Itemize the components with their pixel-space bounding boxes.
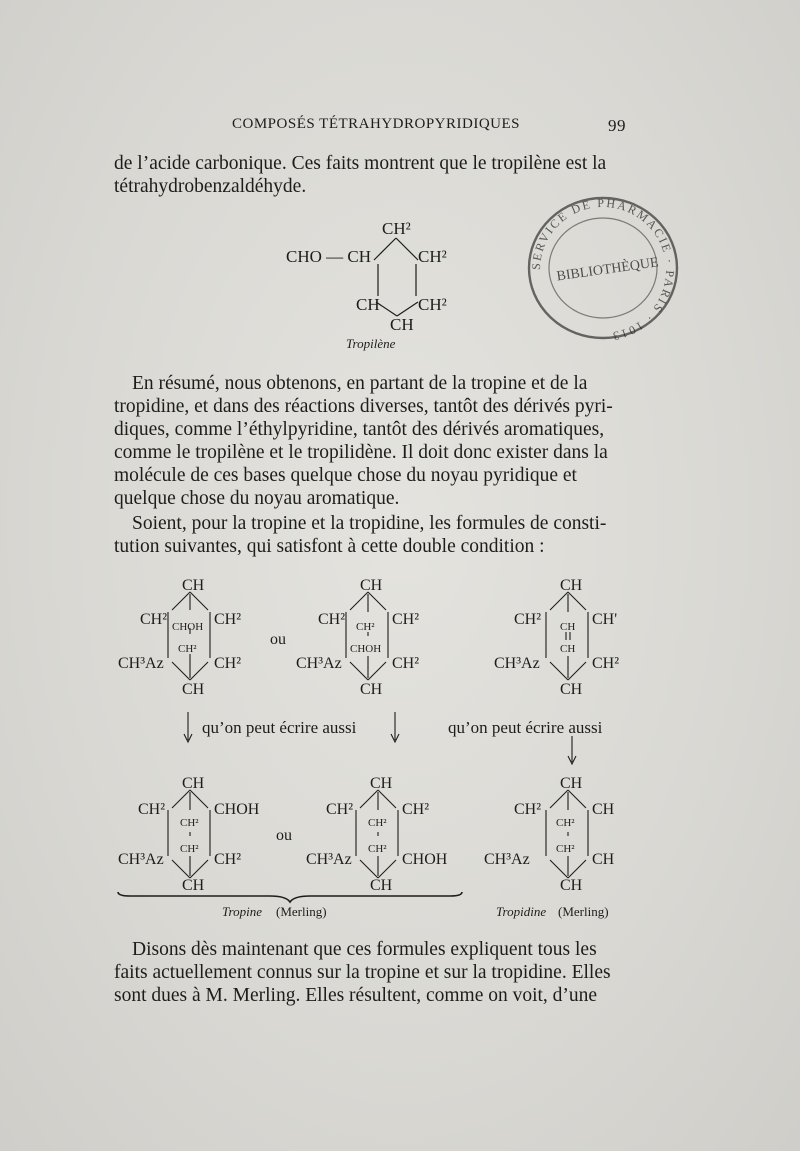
formula-right-top: CH² [418,247,447,266]
text-line: sont dues à M. Merling. Elles résultent, comme on voit, d’une [114,985,598,1006]
tropilene-caption: Tropilène [346,336,396,351]
svg-text:CH³Az: CH³Az [484,851,530,868]
svg-text:CH²: CH² [556,817,575,829]
text-line: molécule de ces bases quelque chose du noyau pyridique et [114,465,577,486]
svg-text:CH²: CH² [318,611,346,628]
svg-text:qu’on peut écrire aussi: qu’on peut écrire aussi [448,718,603,737]
library-stamp [518,188,688,350]
paragraph-conclusion [114,938,626,1007]
svg-text:CH³Az: CH³Az [296,655,342,672]
formula-left-bottom: CH [356,295,380,314]
text-line: quelque chose du noyau aromatique. [114,488,400,509]
svg-text:CHOH: CHOH [350,643,382,655]
structural-formulas [110,570,640,920]
text-line: En résumé, nous obtenons, en partant de la tropine et de la [132,373,588,394]
svg-text:CH²: CH² [592,655,620,672]
svg-text:CH: CH [560,621,576,633]
text-line: comme le tropilène et le tropilidène. Il doit donc exister dans la [114,442,608,463]
svg-text:CH²: CH² [180,843,199,855]
text-line: de l’acide carbonique. Ces faits montrent que le tropilène est la [114,153,607,174]
svg-text:CH²: CH² [214,655,242,672]
svg-text:CH²: CH² [556,843,575,855]
svg-text:CH: CH [182,775,205,792]
svg-text:CH²: CH² [138,801,166,818]
svg-text:CH²: CH² [392,655,420,672]
svg-text:CH²: CH² [326,801,354,818]
svg-text:CH²: CH² [368,817,387,829]
svg-text:CH: CH [560,643,576,655]
stamp-inner-text: BIBLIOTHÈQUE [555,255,660,285]
svg-text:CH²: CH² [402,801,430,818]
arrow-captions [202,718,603,737]
svg-text:CH²: CH² [368,843,387,855]
paragraph-formulas-intro [114,512,626,558]
svg-text:CH³Az: CH³Az [306,851,352,868]
svg-text:CH²: CH² [214,611,242,628]
stamp-outer-text: SERVICE DE PHARMACIE · PARIS · 1013 [528,195,678,344]
ring-bonds [374,238,418,316]
svg-text:CH²: CH² [140,611,168,628]
ou-text: ou [270,631,286,648]
text-line: Soient, pour la tropine et la tropidine, les formules de consti- [132,513,607,534]
svg-text:CH: CH [560,577,583,594]
svg-text:qu’on peut écrire aussi: qu’on peut écrire aussi [202,718,357,737]
svg-text:CH: CH [182,681,205,698]
text-line: tétrahydrobenzaldéhyde. [114,176,307,197]
svg-text:CH: CH [592,851,615,868]
caption-tropidine: Tropidine [496,904,547,919]
svg-text:CH²: CH² [180,817,199,829]
ou-text: ou [276,827,292,844]
formula-right-bottom: CH² [418,295,447,314]
formula-top: CH² [382,219,411,238]
svg-text:CHOH: CHOH [214,801,260,818]
svg-text:CH: CH [360,577,383,594]
svg-text:CH: CH [560,681,583,698]
svg-text:CH: CH [370,877,393,894]
caption-tropine-author: (Merling) [276,904,327,919]
svg-text:CH²: CH² [514,801,542,818]
svg-text:CH: CH [360,681,383,698]
caption-tropidine-author: (Merling) [558,904,609,919]
svg-text:CH: CH [560,877,583,894]
text-line: faits actuellement connus sur la tropine et sur la tropidine. Elles [114,962,611,983]
svg-text:CH: CH [592,801,615,818]
paragraph-summary [114,372,626,510]
svg-text:CH²: CH² [392,611,420,628]
svg-text:CH: CH [182,877,205,894]
text-line: tropidine, et dans des réactions diverses, tantôt des dérivés pyri- [114,396,613,417]
page-number: 99 [608,116,626,135]
svg-text:CH: CH [182,577,205,594]
formula-bottom: CH [390,315,414,334]
text-line: tution suivantes, qui satisfont à cette double condition : [114,536,545,557]
svg-text:CH²: CH² [178,643,197,655]
caption-tropine: Tropine [222,904,262,919]
svg-text:CH': CH' [592,611,618,628]
svg-text:CHOH: CHOH [402,851,448,868]
svg-text:CH³Az: CH³Az [118,655,164,672]
svg-text:CH²: CH² [356,621,375,633]
svg-text:CH: CH [560,775,583,792]
svg-text:CH³Az: CH³Az [494,655,540,672]
tropilene-formula [270,208,470,356]
formula-left: CHO — CH [286,247,372,266]
svg-text:CH: CH [370,775,393,792]
svg-text:CH²: CH² [514,611,542,628]
svg-text:CH³Az: CH³Az [118,851,164,868]
svg-text:CHOH: CHOH [172,621,204,633]
header-title: COMPOSÉS TÉTRAHYDROPYRIDIQUES [232,116,521,132]
formula-captions [222,904,609,919]
text-line: Disons dès maintenant que ces formules expliquent tous les [132,939,597,960]
svg-text:CH²: CH² [214,851,242,868]
text-line: diques, comme l’éthylpyridine, tantôt des dérivés aromatiques, [114,419,605,440]
